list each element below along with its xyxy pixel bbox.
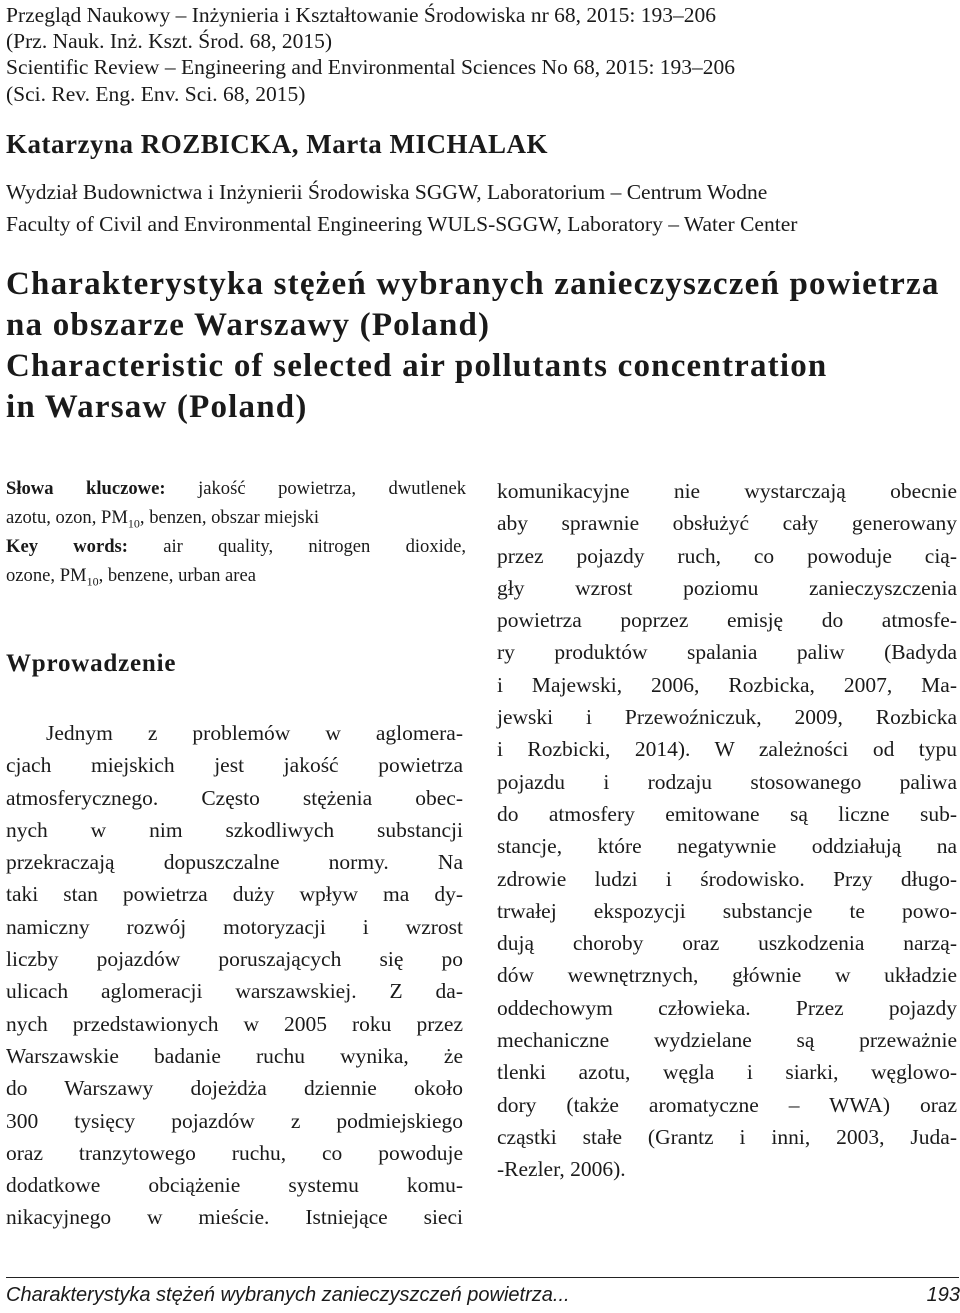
text-line: ry produktów spalania paliw (Badyda — [497, 640, 957, 665]
text-line: cjach miejskich jest jakość powietrza — [6, 753, 463, 778]
text-line: jewski i Przewoźniczuk, 2009, Rozbicka — [497, 705, 957, 730]
text-line: dory (także aromatyczne – WWA) oraz — [497, 1092, 957, 1117]
journal-abbrev-pl: (Prz. Nauk. Inż. Kszt. Środ. 68, 2015) — [6, 29, 333, 54]
text-line: oddechowym człowieka. Przez pojazdy — [497, 995, 957, 1020]
keywords-en-line2: ozone, $PM_{10}$, benzene, urban area — [6, 565, 257, 589]
text-line: Jednym z problemów w aglomera- — [46, 721, 463, 745]
footer-rule — [6, 1277, 959, 1278]
keywords-pl-line2: azotu, ozon, $PM_{10}$, benzen, obszar miejski — [6, 507, 320, 531]
text-line: aby sprawnie obsłużyć cały generowany — [497, 511, 957, 536]
text-line: i Rozbicki, 2014). W zależności od typu — [497, 737, 957, 762]
text-line: ulicach aglomeracji warszawskiej. Z da- — [6, 979, 463, 1004]
keywords-pl-label: Słowa kluczowe: — [6, 478, 166, 499]
text-line: trwałej ekspozycji substancje te powo- — [497, 898, 957, 923]
text-line: mechaniczne wydzielane są przeważnie — [497, 1028, 957, 1053]
text-line: oraz tranzytowego ruchu, co powoduje — [6, 1140, 463, 1165]
text-line: nych przedstawionych w 2005 roku przez — [6, 1011, 463, 1036]
page-footer — [6, 1284, 960, 1307]
text-line: cząstki stałe (Grantz i inni, 2003, Juda- — [497, 1124, 957, 1149]
section-heading: Wprowadzenie — [6, 650, 177, 677]
text-line: i Majewski, 2006, Rozbicka, 2007, Ma- — [497, 672, 957, 697]
text-line: tlenki azotu, węgla i siarki, węglowo- — [497, 1060, 957, 1085]
text-line: -Rezler, 2006). — [497, 1157, 626, 1182]
text-line: przez pojazdy ruch, co powoduje cią- — [497, 543, 957, 568]
text-line: powietrza poprzez emisję do atmosfe- — [497, 608, 957, 633]
text-line: liczby pojazdów poruszających się po — [6, 947, 463, 972]
text-line: Warszawskie badanie ruchu wynika, że — [6, 1043, 463, 1068]
title-en-line1: Characteristic of selected air pollutants concentration — [6, 348, 828, 384]
text-line: namiczny rozwój motoryzacji i wzrost — [6, 914, 463, 939]
affiliation — [6, 176, 797, 240]
text-line: komunikacyjne nie wystarczają obecnie — [497, 479, 957, 503]
keywords-pl-line1: Słowa kluczowe: jakość powietrza, dwutlenek — [6, 478, 466, 499]
text-line: stancje, które negatywnie oddziałują na — [497, 834, 957, 859]
journal-line-pl: Przegląd Naukowy – Inżynieria i Kształtowanie Środowiska nr 68, 2015: 193–206 — [6, 3, 716, 27]
journal-abbrev-en: (Sci. Rev. Eng. Env. Sci. 68, 2015) — [6, 81, 306, 106]
journal-citation — [6, 2, 946, 107]
text-line: dują choroby oraz uszkodzenia narzą- — [497, 931, 957, 956]
text-line: gły wzrost poziomu zanieczyszczenia — [497, 575, 957, 600]
text-line: atmosferycznego. Często stężenia obec- — [6, 785, 463, 810]
text-line: do atmosfery emitowane są liczne sub- — [497, 801, 957, 826]
text-line: przekraczają dopuszczalne normy. Na — [6, 850, 463, 875]
text-line: do Warszawy dojeżdża dziennie około — [6, 1076, 463, 1101]
title-pl-line2: na obszarze Warszawy (Poland) — [6, 307, 491, 343]
body-column-left — [6, 717, 463, 1234]
keywords-en-line1: Key words: air quality, nitrogen dioxide, — [6, 536, 466, 557]
title-en-line2: in Warsaw (Poland) — [6, 389, 308, 425]
text-line: 300 tysięcy pojazdów z podmiejskiego — [6, 1108, 463, 1133]
authors: Katarzyna ROZBICKA, Marta MICHALAK — [6, 129, 548, 159]
keywords-en-label: Key words: — [6, 536, 128, 557]
affiliation-en: Faculty of Civil and Environmental Engineering WULS-SGGW, Laboratory – Water Center — [6, 212, 798, 236]
title-pl-line1: Charakterystyka stężeń wybranych zanieczyszczeń powietrza — [6, 266, 940, 302]
keywords — [6, 474, 466, 590]
body-column-right — [497, 475, 957, 1186]
text-line: taki stan powietrza duży wpływ ma dy- — [6, 882, 463, 907]
text-line: dów wewnętrznych, głównie w układzie — [497, 963, 957, 988]
affiliation-pl: Wydział Budownictwa i Inżynierii Środowiska SGGW, Laboratorium – Centrum Wodne — [6, 180, 768, 204]
journal-line-en: Scientific Review – Engineering and Environmental Sciences No 68, 2015: 193–206 — [6, 55, 736, 80]
page-number: 193 — [926, 1284, 960, 1306]
text-line: dodatkowe obciążenie systemu komu- — [6, 1173, 463, 1198]
text-line: pojazdu i rodzaju stosowanego paliwa — [497, 769, 957, 794]
text-line: nych w nim szkodliwych substancji — [6, 817, 463, 842]
article-title — [6, 264, 946, 428]
text-line: zdrowie ludzi i środowisko. Przy długo- — [497, 866, 957, 891]
text-line: nikacyjnego w mieście. Istniejące sieci — [6, 1205, 463, 1230]
running-title: Charakterystyka stężeń wybranych zanieczyszczeń powietrza... — [6, 1284, 570, 1306]
